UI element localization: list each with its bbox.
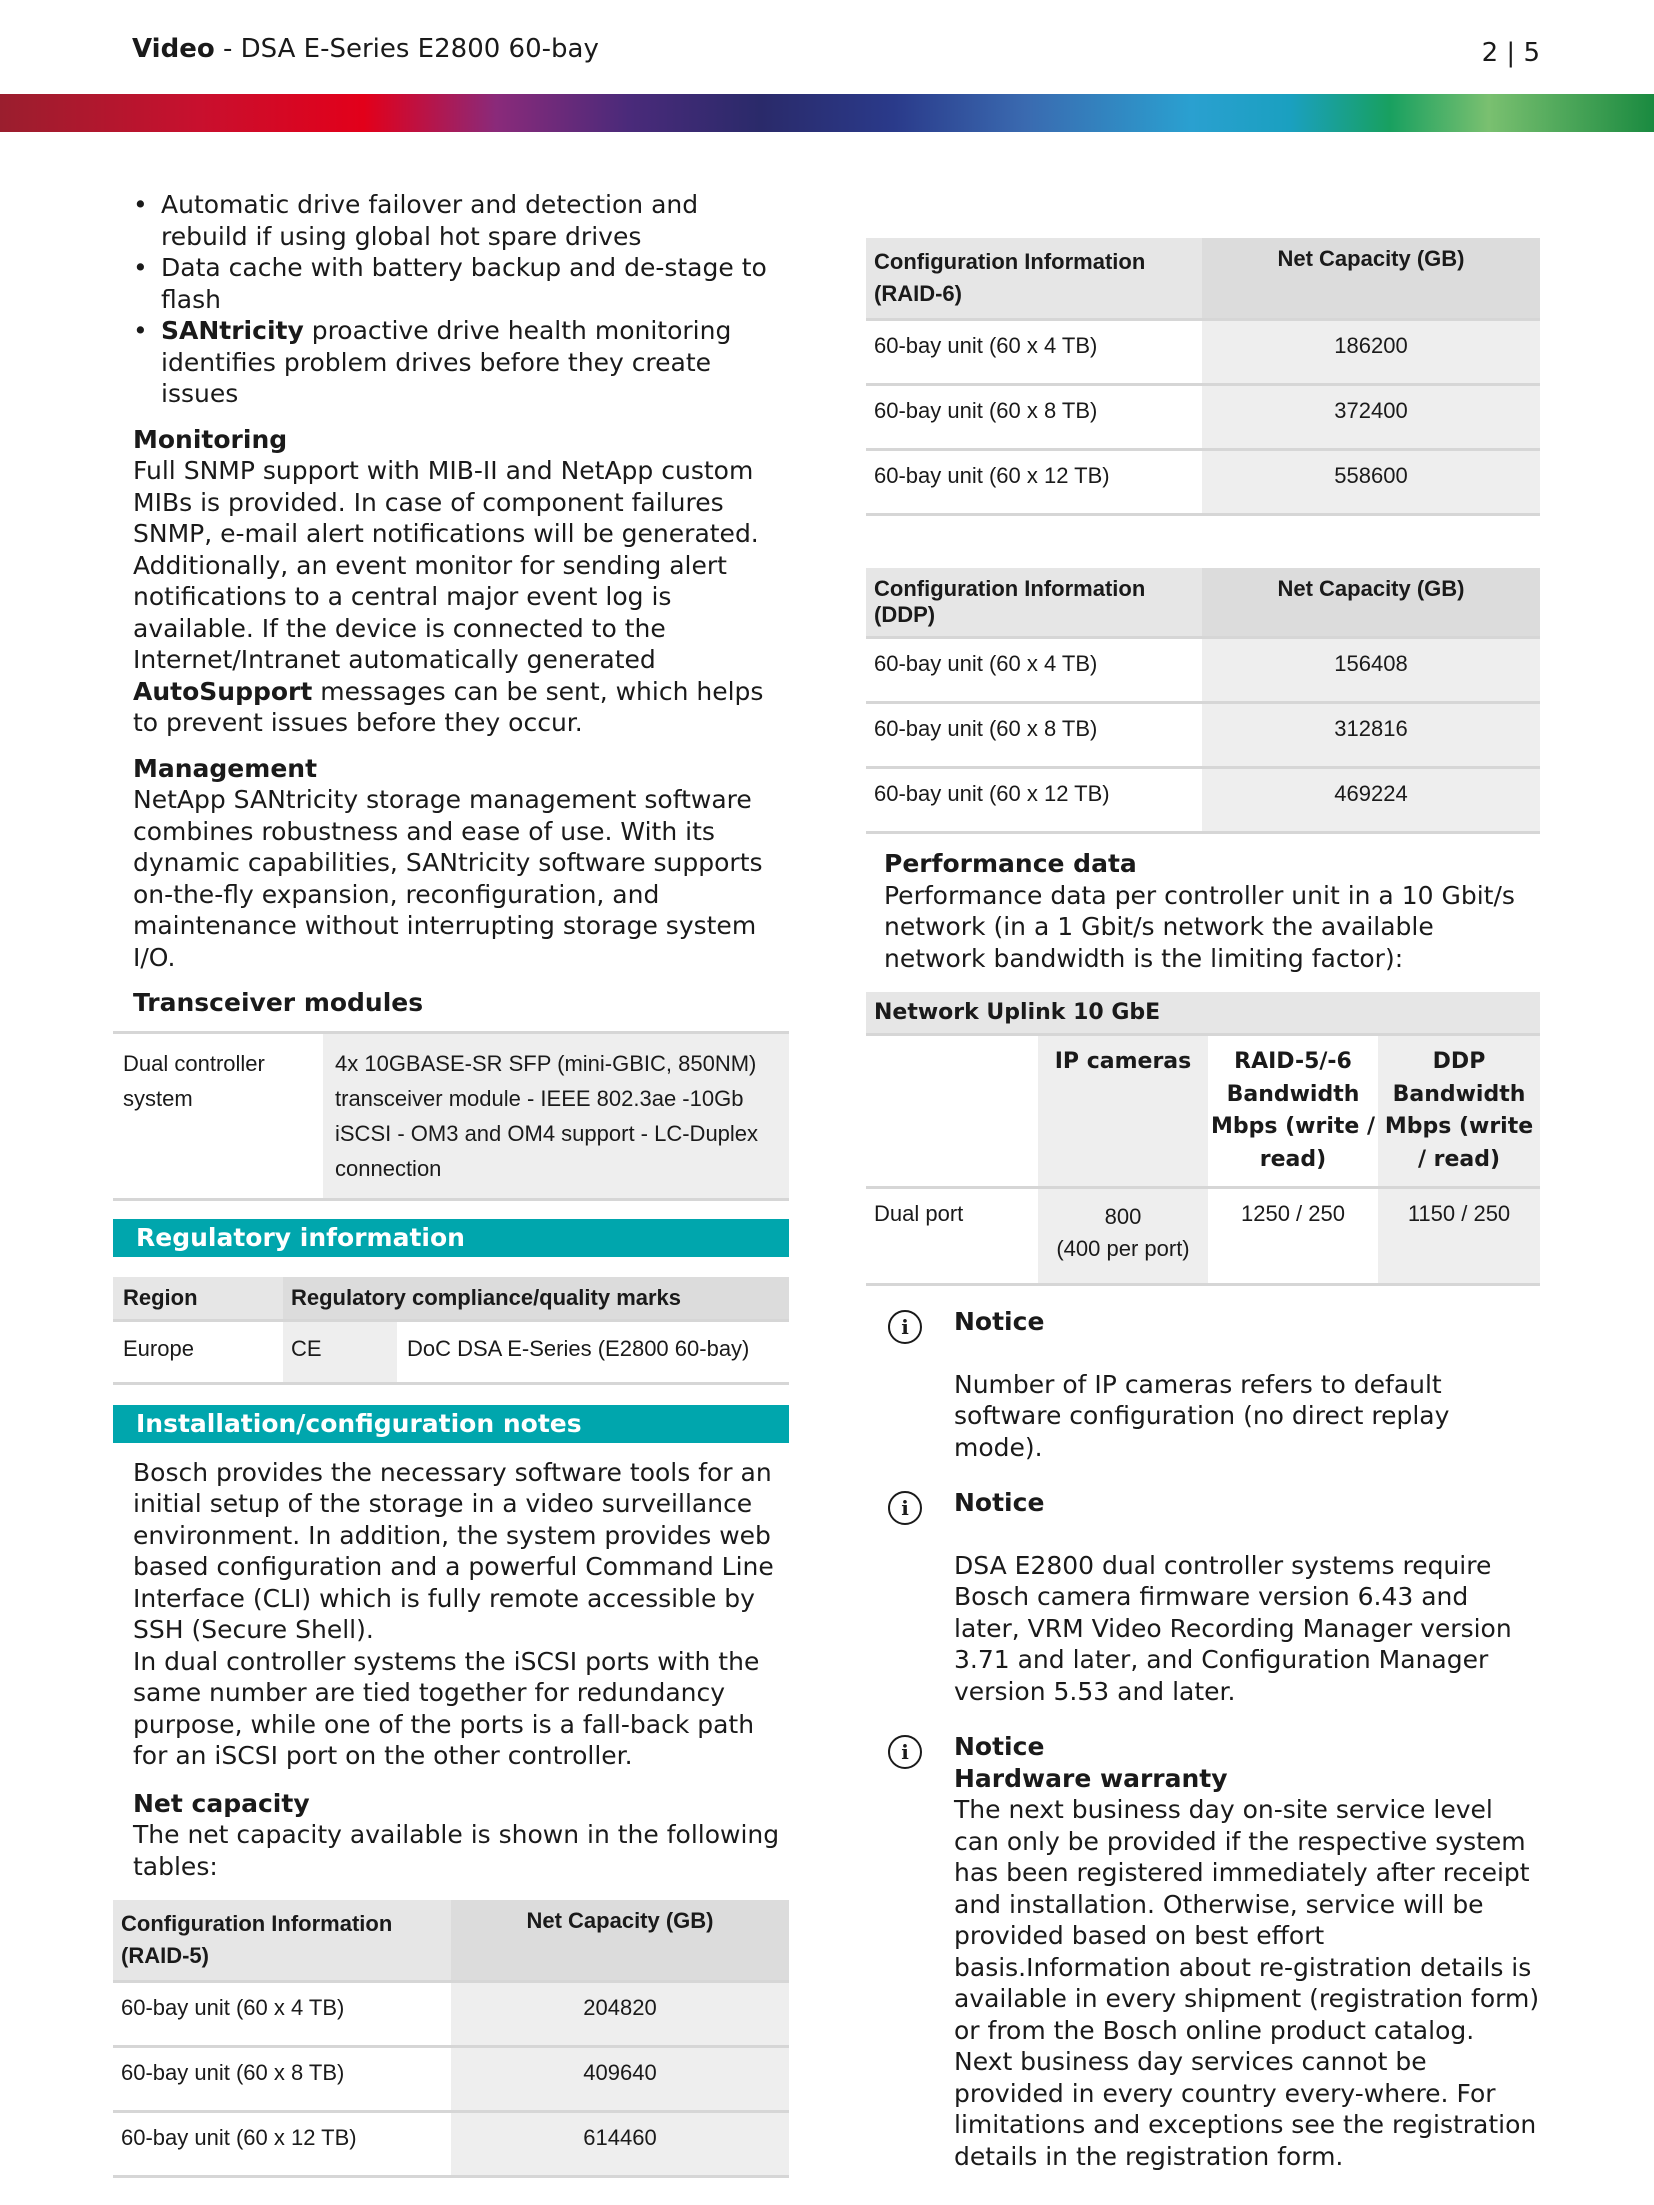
ddp-col-capacity: Net Capacity (GB) xyxy=(1202,568,1540,638)
installation-text-1: Bosch provides the necessary software tools for an initial setup of the storage in a video surveillance environment. In addition, the system provides web based configuration and a powerful Command Line Interface (CLI) which is fully remote accessible by SSH (Secure Shell). xyxy=(133,1457,774,1644)
uplink-cameras: 800 (400 per port) xyxy=(1038,1188,1208,1285)
notice-subtitle: Hardware warranty xyxy=(954,1763,1228,1793)
netcap-text: The net capacity available is shown in the following tables: xyxy=(133,1820,780,1881)
transceiver-table xyxy=(113,1031,789,1201)
installation-text-2: In dual controller systems the iSCSI ports with the same number are tied together for redundancy purpose, while one of the ports is a fall-back path for an iSCSI port on the other controller. xyxy=(133,1646,760,1770)
list-item: • Automatic drive failover and detection and rebuild if using global hot spare drives xyxy=(133,189,789,252)
monitoring-text: Full SNMP support with MIB-II and NetApp custom MIBs is provided. In case of component failures SNMP, e-mail alert notifications will be generated. Additionally, an event monitor for sending alert notifications to a central major event log is available. If the device is connected to the Internet/Intranet automatically generated AutoSupport messages can be sent, which helps to prevent issues before they occur. xyxy=(133,456,764,737)
management-text: NetApp SANtricity storage management software combines robustness and ease of use. With its dynamic capabilities, SANtricity software supports on-the-fly expansion, reconfiguration, and maintenance without interrupting storage system I/O. xyxy=(133,785,763,972)
info-icon: i xyxy=(888,1310,922,1344)
notice-text: Number of IP cameras refers to default software configuration (no direct replay mode). xyxy=(954,1369,1450,1462)
page-number: 2 | 5 xyxy=(1481,38,1540,68)
notice-3 xyxy=(866,1731,1540,2172)
raid6-col-capacity: Net Capacity (GB) xyxy=(1202,238,1540,320)
regulatory-doc: DoC DSA E-Series (E2800 60-bay) xyxy=(407,1335,750,1361)
table-row: 60-bay unit (60 x 8 TB) 312816 xyxy=(866,703,1540,768)
uplink-ddp: 1150 / 250 xyxy=(1378,1188,1540,1285)
transceiver-label: Dual controller system xyxy=(123,1050,265,1111)
regulatory-region: Europe xyxy=(123,1335,194,1361)
installation-title: Installation/configuration notes xyxy=(113,1405,789,1443)
performance-heading: Performance data xyxy=(884,849,1137,878)
uplink-title: Network Uplink 10 GbE xyxy=(874,1000,1161,1025)
notice-text: The next business day on-site service level can only be provided if the respective system has been registered immediately after receipt and installation. Otherwise, service will be provided based on best effort basis.Information about re-gistration details is available in every shipment (registration form) or from the Bosch online product catalog. Next business day services cannot be provided in every country every-where. For limitations and exceptions see the registration details in the registration form. xyxy=(954,1795,1540,2171)
notice-text: DSA E2800 dual controller systems require Bosch camera firmware version 6.43 and later, VRM Video Recording Manager version 3.71 and later, and Configuration Manager version 5.53 and later. xyxy=(954,1550,1512,1706)
uplink-col-cameras: IP cameras xyxy=(1038,1035,1208,1188)
table-row: 60-bay unit (60 x 4 TB) 186200 xyxy=(866,320,1540,385)
regulatory-mark: CE xyxy=(283,1320,397,1383)
uplink-raid: 1250 / 250 xyxy=(1241,1201,1345,1226)
monitoring-heading: Monitoring xyxy=(133,424,288,454)
notice-2 xyxy=(866,1487,1540,1707)
raid5-col-capacity: Net Capacity (GB) xyxy=(451,1900,789,1982)
notice-title: Notice xyxy=(954,1732,1045,1761)
table-row: 60-bay unit (60 x 8 TB) 372400 xyxy=(866,385,1540,450)
info-icon: i xyxy=(888,1491,922,1525)
regulatory-title: Regulatory information xyxy=(113,1219,789,1257)
feature-list xyxy=(133,189,789,410)
transceiver-heading: Transceiver modules xyxy=(133,988,424,1017)
table-row: 60-bay unit (60 x 12 TB) 469224 xyxy=(866,768,1540,833)
regulatory-col-marks: Regulatory compliance/quality marks xyxy=(291,1284,682,1310)
color-band xyxy=(0,94,1654,132)
transceiver-value: 4x 10GBASE-SR SFP (mini-GBIC, 850NM) transceiver module - IEEE 802.3ae -10Gb iSCSI - OM3 and OM4 support - LC-Duplex connection xyxy=(323,1032,789,1199)
table-row xyxy=(866,1188,1540,1285)
table-row: 60-bay unit (60 x 4 TB) 204820 xyxy=(113,1982,789,2047)
uplink-col-ddp: DDP Bandwidth Mbps (write / read) xyxy=(1378,1035,1540,1188)
info-icon: i xyxy=(888,1735,922,1769)
document-title: Video - DSA E-Series E2800 60-bay xyxy=(132,34,599,64)
raid6-col-config: Configuration Information (RAID-6) xyxy=(866,238,1202,320)
ddp-col-config: Configuration Information (DDP) xyxy=(866,568,1202,638)
netcap-heading: Net capacity xyxy=(133,1788,310,1818)
table-row: 60-bay unit (60 x 12 TB) 558600 xyxy=(866,450,1540,515)
uplink-col-raid: RAID-5/-6 Bandwidth Mbps (write / read) xyxy=(1210,1049,1376,1172)
ddp-table xyxy=(866,568,1540,834)
table-row: 60-bay unit (60 x 12 TB) 614460 xyxy=(113,2112,789,2177)
list-item: • Data cache with battery backup and de-stage to flash xyxy=(133,252,789,315)
uplink-row-label: Dual port xyxy=(874,1201,964,1226)
regulatory-table xyxy=(113,1277,789,1385)
left-column xyxy=(113,185,789,2178)
regulatory-col-region: Region xyxy=(113,1277,283,1321)
right-column xyxy=(866,238,1540,2172)
uplink-table xyxy=(866,992,1540,1286)
notice-title: Notice xyxy=(954,1488,1045,1517)
notice-title: Notice xyxy=(954,1307,1045,1336)
notice-1 xyxy=(866,1306,1540,1463)
table-row: 60-bay unit (60 x 4 TB) 156408 xyxy=(866,638,1540,703)
management-heading: Management xyxy=(133,753,318,783)
performance-text: Performance data per controller unit in a 10 Gbit/s network (in a 1 Gbit/s network the available network bandwidth is the limiting factor): xyxy=(884,880,1515,973)
raid5-col-config: Configuration Information (RAID-5) xyxy=(113,1900,451,1982)
table-row: 60-bay unit (60 x 8 TB) 409640 xyxy=(113,2047,789,2112)
list-item: • SANtricity proactive drive health monitoring identifies problem drives before they create issues xyxy=(133,315,789,410)
raid5-table xyxy=(113,1900,789,2178)
raid6-table xyxy=(866,238,1540,516)
